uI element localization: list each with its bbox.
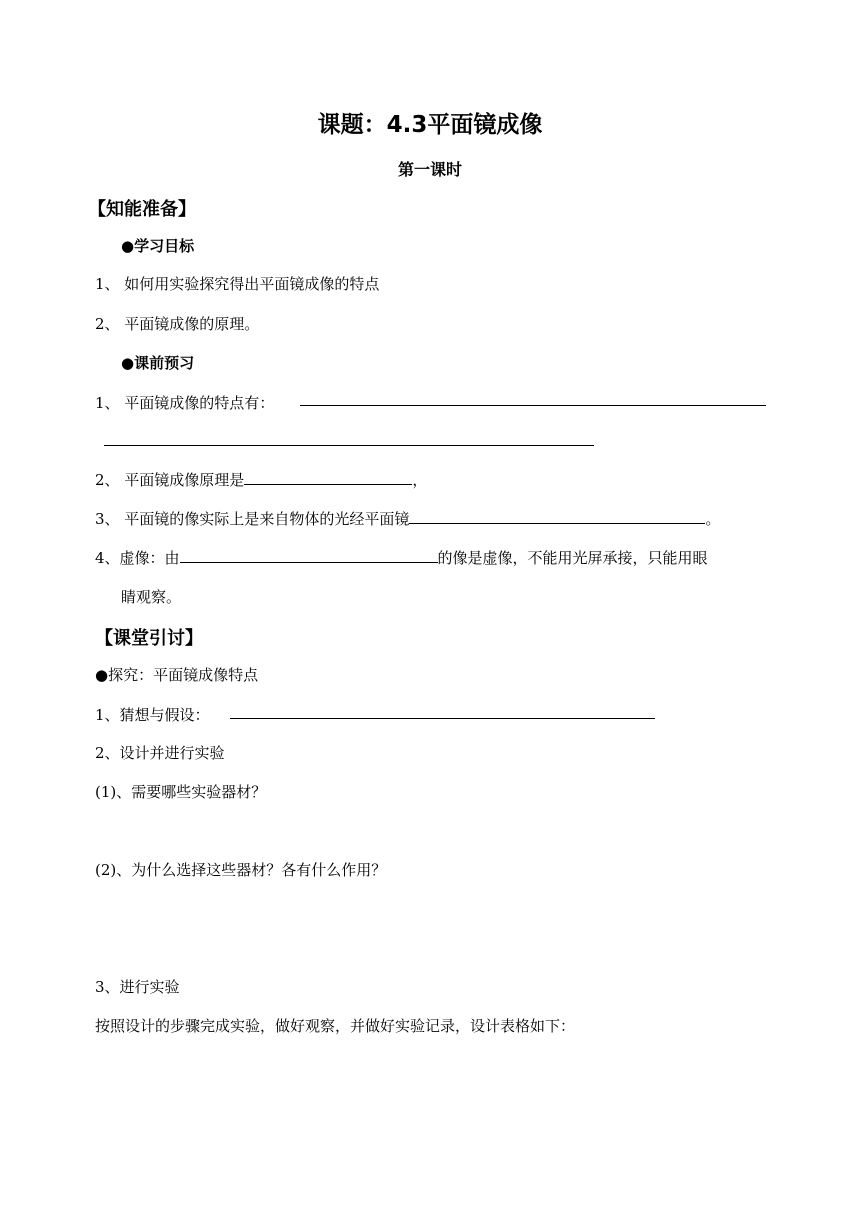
preview-heading: ●课前预习 <box>121 354 195 372</box>
answer-blank-q3[interactable] <box>409 508 705 524</box>
preview-question-2-text: 2、 平面镜成像原理是 <box>95 471 245 489</box>
explore-heading: ●探究：平面镜成像特点 <box>95 666 259 684</box>
preview-question-3-end: 。 <box>705 510 721 528</box>
answer-line-q1[interactable] <box>300 405 766 406</box>
preview-question-1 <box>95 392 274 413</box>
instruction-text: 按照设计的步骤完成实验，做好观察，并做好实验记录，设计表格如下： <box>95 1017 576 1035</box>
conduct-experiment: 3、进行实验 <box>95 978 180 996</box>
preview-question-3 <box>95 508 720 529</box>
guess-hypothesis <box>95 704 210 725</box>
goal-item-2: 2、 平面镜成像的原理。 <box>95 315 260 333</box>
lesson-subtitle: 第一课时 <box>397 160 462 179</box>
guess-hypothesis-text: 1、猜想与假设： <box>95 706 210 724</box>
question-equipment: (1)、需要哪些实验器材？ <box>95 783 267 801</box>
page-title: 课题：4.3平面镜成像 <box>317 112 543 138</box>
preview-question-4-after: 的像是虚像，不能用光屏承接，只能用眼 <box>437 549 708 567</box>
preview-question-3-text: 3、 平面镜的像实际上是来自物体的光经平面镜 <box>95 510 410 528</box>
preview-question-4-text: 4、虚像：由 <box>95 549 180 567</box>
preview-question-4 <box>95 547 708 568</box>
preview-question-4-continued: 睛观察。 <box>121 588 182 606</box>
preview-question-2 <box>95 469 427 490</box>
answer-blank-q2[interactable] <box>244 469 412 485</box>
question-why-equipment: (2)、为什么选择这些器材？各有什么作用？ <box>95 861 387 879</box>
design-experiment: 2、设计并进行实验 <box>95 744 225 762</box>
answer-line-q1-continued[interactable] <box>104 445 594 446</box>
section-heading-classroom: 【课堂引讨】 <box>95 628 203 649</box>
goals-heading: ●学习目标 <box>121 237 195 255</box>
preview-question-1-text: 1、 平面镜成像的特点有： <box>95 394 275 412</box>
preview-question-2-end: ， <box>412 471 428 489</box>
goal-item-1: 1、 如何用实验探究得出平面镜成像的特点 <box>95 275 380 293</box>
answer-line-guess[interactable] <box>230 718 655 719</box>
answer-blank-q4[interactable] <box>180 547 438 563</box>
section-heading-preparation: 【知能准备】 <box>88 199 196 220</box>
